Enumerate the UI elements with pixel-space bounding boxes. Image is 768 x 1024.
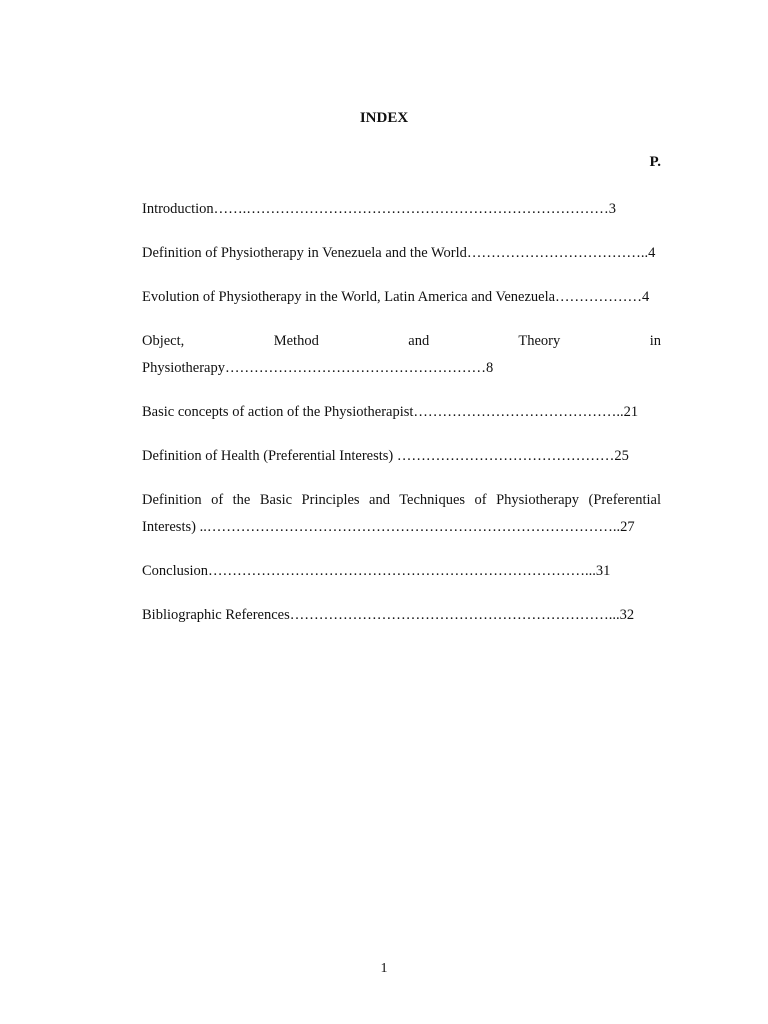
page-number: 1 [380, 961, 388, 976]
page-column-heading: P. [649, 154, 661, 170]
toc-entry-evolution-physiotherapy: Evolution of Physiotherapy in the World, Latin America and Venezuela………………4 [142, 289, 650, 305]
table-of-contents [142, 196, 661, 646]
toc-entry-basic-principles: Definition of the Basic Principles and Techniques of Physiotherapy (Preferential Interests) ..…………………………………………………………………………..27 [142, 492, 661, 535]
toc-entry-object-method-theory: Object, Method and Theory in Physiotherapy………………………………………………8 [142, 333, 661, 376]
toc-entry-conclusion: Conclusion……………………………………………………………………...31 [142, 563, 611, 579]
toc-entry-definition-health: Definition of Health (Preferential Interests) ………………………………………25 [142, 448, 629, 464]
toc-entry-basic-concepts: Basic concepts of action of the Physiotherapist……………………………………..21 [142, 404, 639, 420]
toc-entry-definition-physiotherapy: Definition of Physiotherapy in Venezuela and the World………………………………..4 [142, 245, 656, 261]
toc-entry-bibliographic-references: Bibliographic References…………………………………………………………...32 [142, 607, 635, 623]
toc-entry-introduction: Introduction…….…………………………………………………………………3 [142, 201, 617, 217]
index-title: INDEX [359, 110, 409, 126]
